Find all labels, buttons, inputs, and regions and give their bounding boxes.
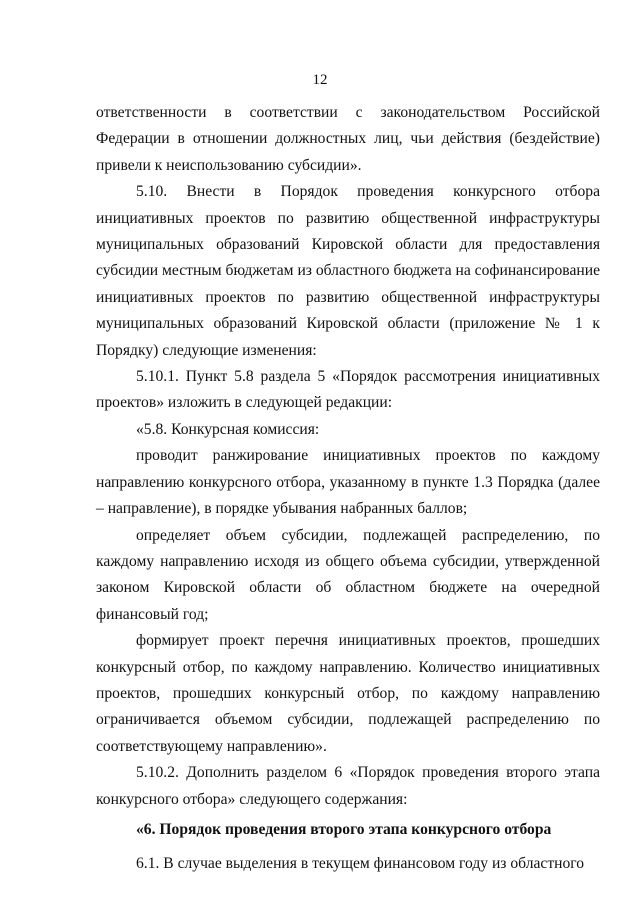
paragraph-5-8-commission: «5.8. Конкурсная комиссия: [136,420,320,438]
document-body [96,100,600,878]
paragraph-5-10: 5.10. Внести в Порядок проведения конкурсного отбора инициативных проектов по развитию общественной инфраструктуры муниципальных образований Кировской области для предоставления субсидии местным бюджетам из областного бюджета на софинансирование инициативных проектов по развитию общественной инфраструктуры муниципальных образований Кировской области (приложение № 1 к Порядку) следующие изменения: [96,183,601,359]
paragraph-ranking: проводит ранжирование инициативных проектов по каждому направлению конкурсного отбора, указанному в пункте 1.3 Порядка (далее – направление), в порядке убывания набранных баллов; [96,447,600,518]
paragraph-project-list: формирует проект перечня инициативных проектов, прошедших конкурсный отбор, по каждому направлению. Количество инициативных проектов, прошедших конкурсный отбор, по каждому направлению ограничивается объемом субсидии, подлежащей распределению по соответствующему направлению». [96,632,600,755]
paragraph-subsidy-volume: определяет объем субсидии, подлежащей распределению, по каждому направлению исходя из общего объема субсидии, утвержденной законом Кировской области об областном бюджете на очередной финансовый год; [96,526,600,623]
page-number: 12 [312,72,328,88]
section-6-heading: «6. Порядок проведения второго этапа конкурсного отбора [136,820,552,838]
paragraph-5-10-1: 5.10.1. Пункт 5.8 раздела 5 «Порядок рассмотрения инициативных проектов» изложить в следующей редакции: [96,368,600,412]
paragraph-5-10-2: 5.10.2. Дополнить разделом 6 «Порядок проведения второго этапа конкурсного отбора» следующего содержания: [96,764,600,808]
paragraph-6-1: 6.1. В случае выделения в текущем финансовом году из областного [136,855,585,873]
paragraph-continuation: ответственности в соответствии с законодательством Российской Федерации в отношении должностных лиц, чьи действия (бездействие) привели к неиспользованию субсидии». [96,104,600,174]
